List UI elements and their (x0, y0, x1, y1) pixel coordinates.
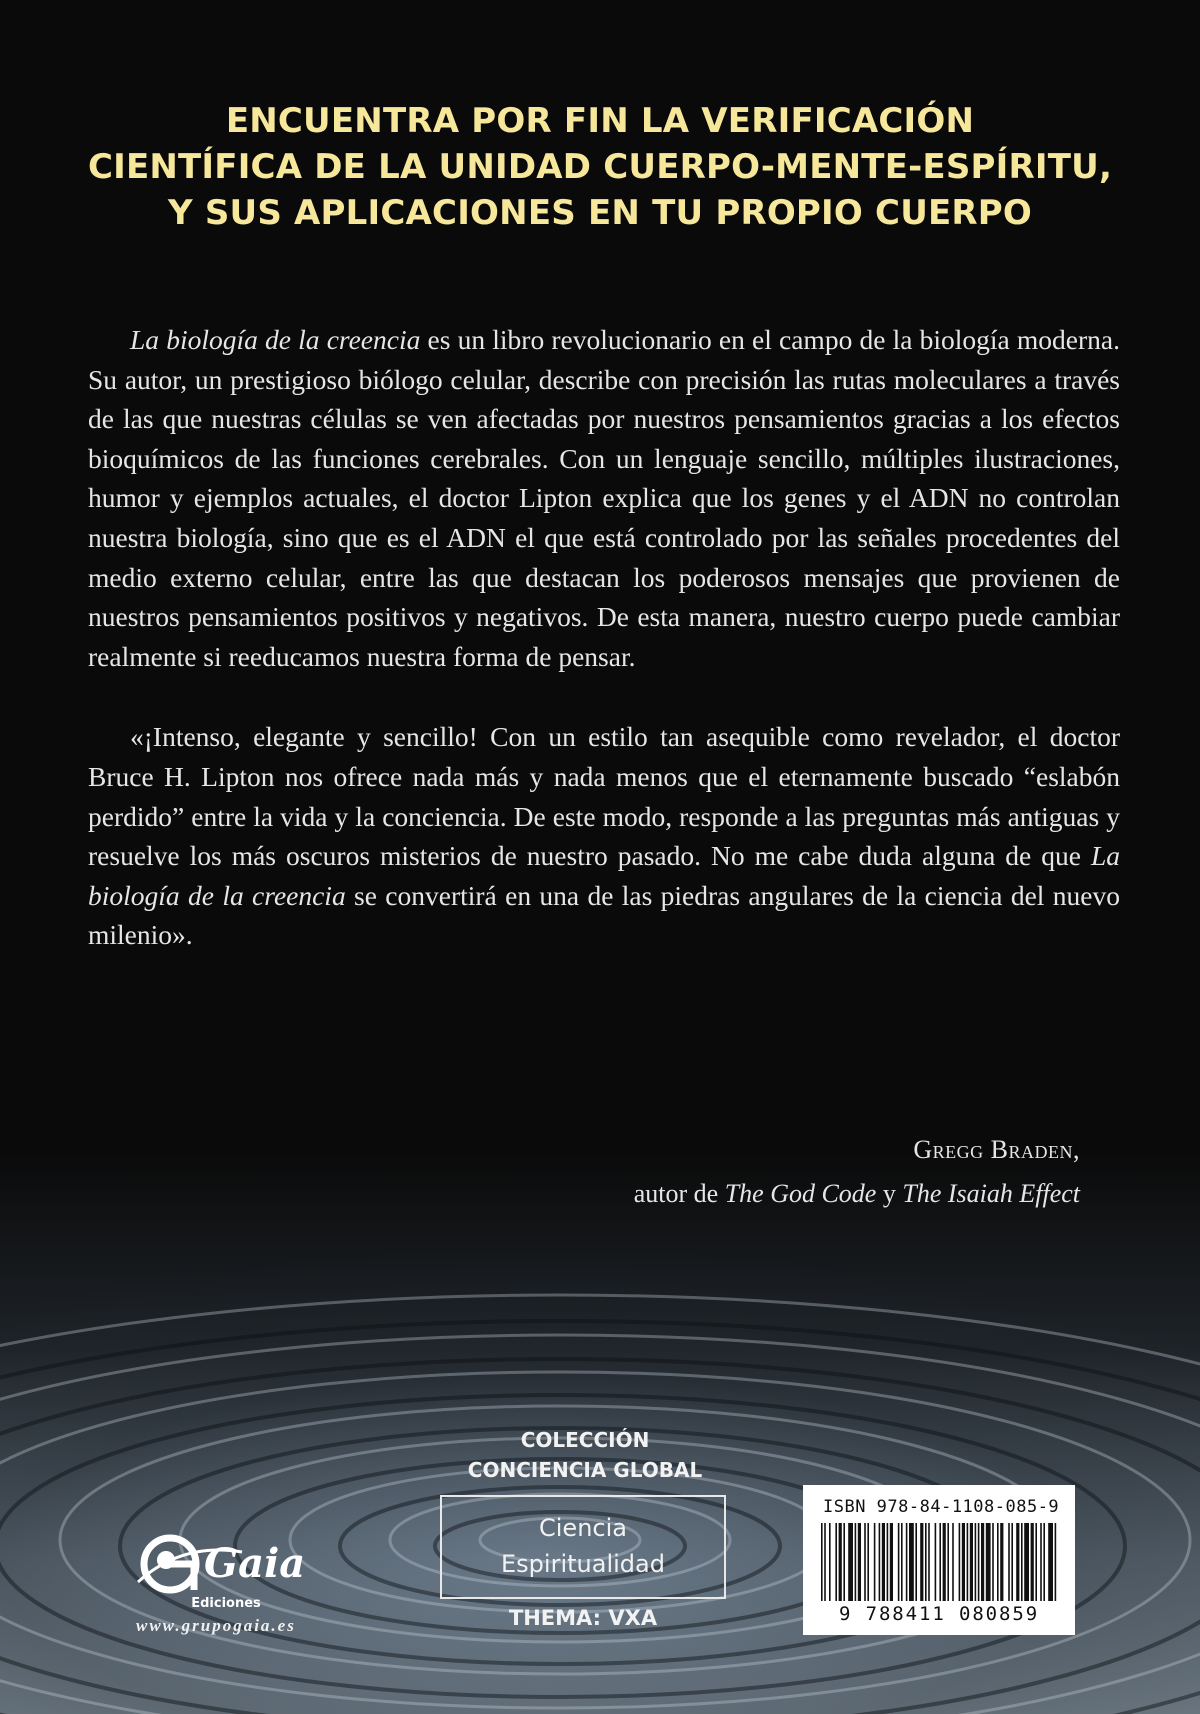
barcode-bar (1024, 1523, 1029, 1601)
barcode-bar (959, 1523, 961, 1601)
barcode-bar (935, 1523, 937, 1601)
author-works (380, 1172, 1080, 1216)
quote-paragraph (88, 717, 1120, 955)
barcode-bar (1016, 1523, 1019, 1601)
barcode-bar (829, 1523, 831, 1601)
barcode-bar (1011, 1523, 1013, 1601)
barcode-bar (864, 1523, 866, 1601)
barcode-bar (874, 1523, 876, 1601)
body-text (88, 320, 1120, 955)
barcode-bars-icon (815, 1523, 1063, 1601)
barcode-bar (848, 1523, 853, 1601)
barcode-bar (882, 1523, 885, 1601)
headline-line-2: CIENTÍFICA DE LA UNIDAD CUERPO-MENTE-ESPÍRITU, (87, 147, 1113, 187)
quote-book-title: La biología de la creencia (88, 840, 1120, 911)
barcode-bar (915, 1523, 917, 1601)
author-works-connector: y (876, 1179, 903, 1208)
barcode-digits: 9 788411 080859 (838, 1603, 1040, 1625)
barcode-bar (1035, 1523, 1037, 1601)
barcode (803, 1485, 1075, 1635)
barcode-bar (839, 1523, 842, 1601)
collection-line-2: CONCIENCIA GLOBAL (467, 1458, 703, 1482)
barcode-bar (986, 1523, 991, 1601)
publisher-subtitle: Ediciones (191, 1596, 261, 1611)
barcode-bar (1055, 1523, 1057, 1601)
publisher-logo-text: Gaia (204, 1540, 306, 1587)
book-title: La biología de la creencia (130, 324, 421, 355)
barcode-bar (1021, 1523, 1023, 1601)
barcode-bar (858, 1523, 861, 1601)
publisher-logo (132, 1512, 362, 1642)
author-book-2: The Isaiah Effect (902, 1179, 1080, 1208)
barcode-bar (978, 1523, 980, 1601)
barcode-bar (928, 1523, 930, 1601)
barcode-bar (901, 1523, 903, 1601)
barcode-bar (939, 1523, 941, 1601)
barcode-bar (887, 1523, 889, 1601)
barcode-bar (975, 1523, 977, 1601)
barcode-bar (920, 1523, 923, 1601)
barcode-bar (890, 1523, 893, 1601)
barcode-bar (992, 1523, 994, 1601)
barcode-bar (1031, 1523, 1034, 1601)
barcode-bar (981, 1523, 984, 1601)
barcode-bar (906, 1523, 908, 1601)
barcode-bar (1043, 1523, 1045, 1601)
barcode-bar (997, 1523, 999, 1601)
barcode-bar (967, 1523, 969, 1601)
barcode-bar (952, 1523, 954, 1601)
barcode-bar (1000, 1523, 1003, 1601)
isbn-label: ISBN 978-84-1108-085-9 (823, 1497, 1060, 1517)
barcode-bar (843, 1523, 845, 1601)
category-box (440, 1495, 726, 1599)
thema-code: THEMA: VXA (508, 1606, 658, 1630)
headline-line-1: ENCUENTRA POR FIN LA VERIFICACIÓN (225, 101, 975, 141)
barcode-bar (821, 1523, 823, 1601)
barcode-bar (879, 1523, 881, 1601)
category-2: Espiritualidad (501, 1550, 665, 1578)
barcode-bar (1048, 1523, 1053, 1601)
quote-text-1: «¡Intenso, elegante y sencillo! Con un estilo tan asequible como revelador, el doctor Bruce H. Lipton nos ofrece nada más y nada menos que el eternamente buscado “eslabón perdido” entre la vida y la conciencia. De este modo, responde a las preguntas más antiguas y resuelve los más oscuros misterios de nuestro pasado. No me cabe duda alguna de que (88, 721, 1120, 872)
barcode-bar (1040, 1523, 1042, 1601)
author-works-prefix: autor de (633, 1179, 725, 1208)
collection-heading (440, 1425, 730, 1485)
quote-author: Gregg Braden, (913, 1135, 1080, 1164)
barcode-bar (947, 1523, 949, 1601)
quote-text-2: se convertirá en una de las piedras angulares de la ciencia del nuevo milenio». (88, 879, 1120, 951)
category-1: Ciencia (539, 1514, 627, 1542)
quote-attribution (380, 1128, 1080, 1216)
barcode-bar (909, 1523, 914, 1601)
barcode-bar (1008, 1523, 1010, 1601)
barcode-bar (824, 1523, 826, 1601)
barcode-bar (943, 1523, 946, 1601)
barcode-bar (962, 1523, 965, 1601)
barcode-bar (898, 1523, 900, 1601)
description-paragraph (88, 320, 1120, 676)
publisher-url: www.grupogaia.es (136, 1616, 296, 1635)
headline-line-3: Y SUS APLICACIONES EN TU PROPIO CUERPO (167, 193, 1033, 233)
barcode-bar (925, 1523, 927, 1601)
author-book-1: The God Code (724, 1179, 877, 1208)
barcode-bar (835, 1523, 837, 1601)
barcode-bar (855, 1523, 857, 1601)
description-text: es un libro revolucionario en el campo de la biología moderna. Su autor, un prestigioso biólogo celular, describe con precisión las rutas moleculares a través de las que nuestras células se ven afectadas por nuestros pensamientos gracias a los efectos bioquímicos de las funciones cerebrales. Con un lenguaje sencillo, múltiples ilustraciones, humor y ejemplos actuales, el doctor Lipton explica que los genes y el ADN no controlan nuestra biología, sino que es el ADN el que está controlado por las señales procedentes del medio externo celular, entre las que destacan los poderosos mensajes que provienen de nuestros pensamientos positivos y negativos. De esta manera, nuestro cuerpo puede cambiar realmente si reeducamos nuestra forma de pensar. (88, 324, 1120, 672)
collection-line-1: COLECCIÓN (520, 1428, 650, 1452)
barcode-bar (867, 1523, 869, 1601)
barcode-bar (970, 1523, 973, 1601)
headline (0, 98, 1200, 236)
